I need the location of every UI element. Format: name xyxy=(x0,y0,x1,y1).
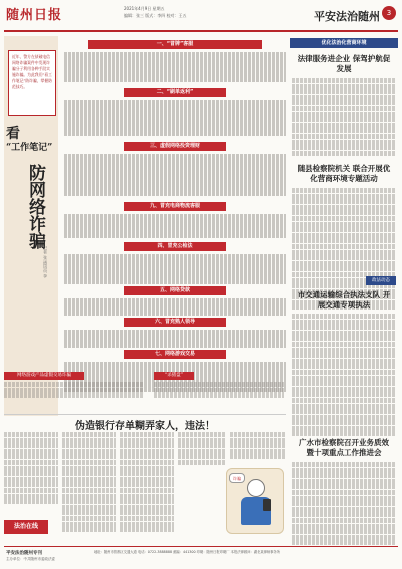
footer xyxy=(4,546,398,566)
article-paragraph xyxy=(154,382,284,399)
footer-host: 主办单位：中共随州市委政法委 xyxy=(6,557,55,561)
article-title: 市交通运输综合执法支队 开展交通专项执法 xyxy=(297,290,391,309)
footer-info: 地址：随州市曾都区交通大道 电话：0722-3888888 邮编：441300 印刷：随州日报印刷厂 本报法律顾问：湖北某律师事务所 xyxy=(94,550,281,554)
section-header: 六、冒充熟人领导 xyxy=(124,318,226,327)
editor-credits: 编辑：张三 版式：李四 校对：王五 xyxy=(124,13,187,18)
feature-body xyxy=(64,36,286,416)
headline-part-3: 防网络诈骗 xyxy=(25,164,45,249)
section-header: 三、虚假网络投资理财 xyxy=(124,142,226,151)
section-header: 网络游戏产品虚假交易诈骗 xyxy=(4,372,84,380)
article-paragraph xyxy=(64,100,286,136)
section-tag: 法治在线 xyxy=(4,520,48,534)
article-title: 法律服务进企业 保驾护航促发展 xyxy=(297,54,391,73)
page-number: 3 xyxy=(382,6,396,20)
article-paragraph xyxy=(292,462,396,546)
article-column xyxy=(230,432,286,460)
article-title: 广水市检察院召开业务质效 暨十项重点工作推进会 xyxy=(299,438,389,457)
article-column xyxy=(62,432,116,533)
article-column xyxy=(178,432,226,466)
article-column xyxy=(120,432,174,533)
article-paragraph xyxy=(64,298,286,316)
feature-headline xyxy=(6,126,56,249)
section-header: “杀猪盘” xyxy=(154,372,194,380)
speech-bubble: 诈骗 xyxy=(229,473,245,483)
section-header: 二、“刷单返利” xyxy=(124,88,226,97)
fraud-cartoon-illustration xyxy=(226,468,284,534)
main-feature xyxy=(4,36,286,416)
article-paragraph xyxy=(292,314,396,437)
right-column xyxy=(290,36,398,556)
byline: 记者 张 通讯员 李 xyxy=(43,246,48,278)
issue-date: 2021年4月9日 星期五 xyxy=(124,6,165,11)
article-paragraph xyxy=(64,214,286,238)
section-header: 九、冒充电商物流客服 xyxy=(124,202,226,211)
masthead xyxy=(4,2,398,32)
article-column xyxy=(4,432,58,505)
article-paragraph xyxy=(4,382,144,399)
column-banner: 优化法治化营商环境 xyxy=(290,38,398,48)
case-headline: 伪造银行存单糊弄家人，违法！ xyxy=(4,414,286,430)
article-paragraph xyxy=(64,330,286,348)
phone-icon xyxy=(263,499,271,511)
footer-title: 平安法治随州专刊 xyxy=(6,551,42,556)
headline-part-2: “工作笔记” xyxy=(6,143,53,153)
article-title: 随县检察院机关 联合开展优化营商环境专题活动 xyxy=(297,164,391,183)
section-header: 四、冒充公检法 xyxy=(124,242,226,251)
article-paragraph xyxy=(292,78,396,156)
section-header: 七、网络游戏交易 xyxy=(124,350,226,359)
lower-sections xyxy=(4,372,286,402)
page-title: 平安法治随州 xyxy=(314,10,380,23)
section-tag: 政法动态 xyxy=(366,276,396,285)
headline-part-1: 看 xyxy=(6,126,21,142)
article-paragraph xyxy=(64,154,286,196)
article-paragraph xyxy=(64,254,286,284)
section-header: 一、“冒牌”客服 xyxy=(88,40,262,49)
cartoon-head xyxy=(247,479,265,497)
intro-quote: 近年，警方在侦破电信网络诈骗案件中发现诈骗分子利用各种手段实施诈骗。为此我们“看工作笔记”防诈骗，掌握防范技巧。 xyxy=(8,50,56,116)
article-paragraph xyxy=(64,52,286,82)
section-header: 五、网络贷款 xyxy=(124,286,226,295)
newspaper-logo: 随州日报 xyxy=(6,8,63,23)
